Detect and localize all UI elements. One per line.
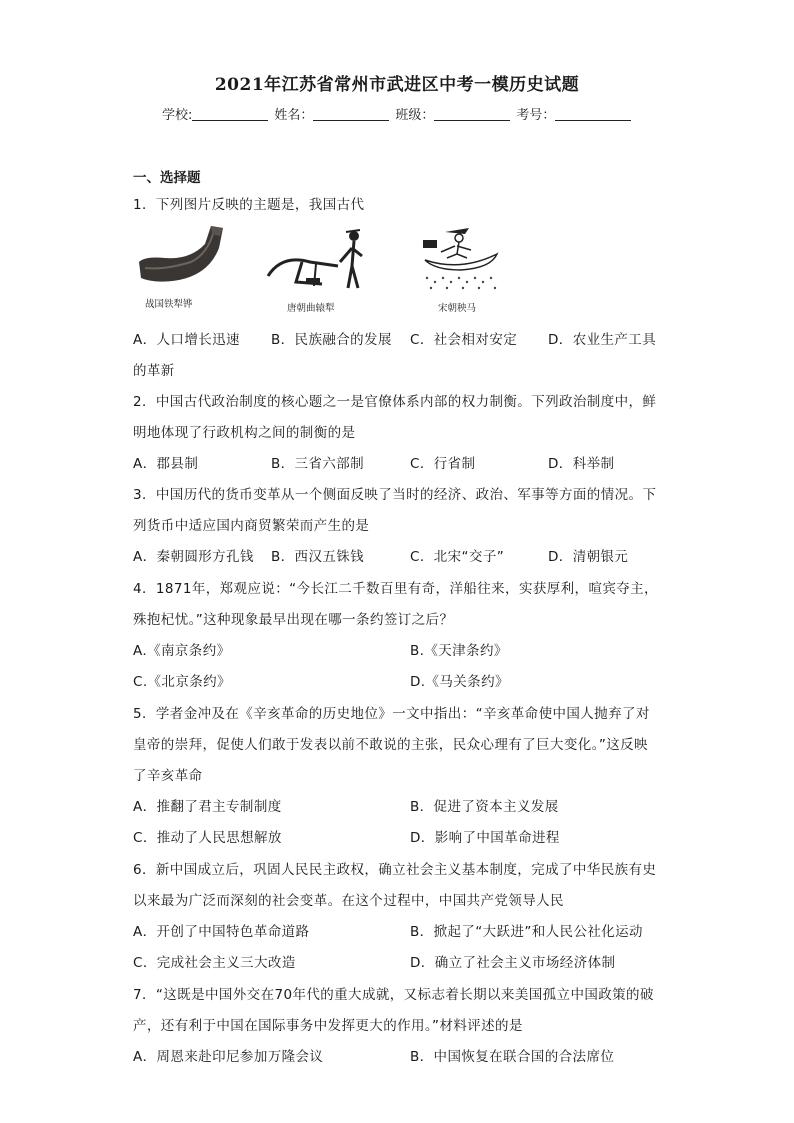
q2-stem-line1: 2．中国古代政治制度的核心题之一是官僚体系内部的权力制衡。下列政治制度中，鲜 [133,394,657,410]
q6-option-c[interactable]: C．完成社会主义三大改造 [133,955,296,971]
q4-option-c[interactable]: C.《北京条约》 [133,674,231,690]
number-label: 考号： [516,108,556,123]
q1-option-d-cont: 的革新 [133,363,175,379]
q4-option-a[interactable]: A.《南京条约》 [133,643,231,659]
q2-option-a[interactable]: A．郡县制 [133,456,199,472]
q3-stem-line1: 3．中国历代的货币变革从一个侧面反映了当时的经济、政治、军事等方面的情况。下 [133,487,657,503]
q3-option-a[interactable]: A．秦朝圆形方孔钱 [133,549,254,565]
q3-option-b[interactable]: B．西汉五铢钱 [271,549,365,565]
name-blank[interactable] [313,107,389,121]
q2-option-b[interactable]: B．三省六部制 [271,456,365,472]
seedling-horse-image [417,224,505,296]
q5-stem-line2: 皇帝的崇拜，促使人们敢于发表以前不敢说的主张，民众心理有了巨大变化。”这反映 [133,737,648,753]
name-label: 姓名： [274,108,314,123]
q1-option-c[interactable]: C．社会相对安定 [410,332,518,348]
q2-option-d[interactable]: D．科举制 [548,456,615,472]
q6-option-b[interactable]: B．掀起了“大跃进”和人民公社化运动 [410,924,643,940]
q7-stem-line1: 7．“这既是中国外交在70年代的重大成就，又标志着长期以来美国孤立中国政策的破 [133,987,654,1003]
q4-stem-line1: 4．1871年，郑观应说：“今长江二千数百里有奇，洋船往来，实获厚利，喧宾夺主， [133,581,658,597]
q4-stem-line2: 殊抱杞忧。”这种现象最早出现在哪一条约签订之后？ [133,612,454,628]
curved-plow-image [262,226,372,296]
q5-stem-line3: 了辛亥革命 [133,768,203,784]
q5-option-c[interactable]: C．推动了人民思想解放 [133,830,282,846]
class-label: 班级： [395,108,435,123]
q7-option-b[interactable]: B．中国恢复在联合国的合法席位 [410,1049,615,1065]
q1-option-d[interactable]: D．农业生产工具 [548,332,657,348]
q4-option-d[interactable]: D.《马关条约》 [410,674,509,690]
q1-stem: 1．下列图片反映的主题是，我国古代 [133,197,365,213]
q1-option-b[interactable]: B．民族融合的发展 [271,332,392,348]
school-label: 学校: [162,108,193,123]
school-blank[interactable] [192,107,268,121]
number-blank[interactable] [555,107,631,121]
q3-stem-line2: 列货币中适应国内商贸繁荣而产生的是 [133,518,370,534]
q2-option-c[interactable]: C．行省制 [410,456,476,472]
q5-option-a[interactable]: A．推翻了君主专制制度 [133,799,282,815]
section-heading: 一、选择题 [133,170,201,186]
iron-plowshare-image [135,222,230,294]
q6-stem-line2: 以来最为广泛而深刻的社会变革。在这个过程中，中国共产党领导人民 [133,893,564,909]
caption-curved-plow: 唐朝曲辕犁 [287,303,335,314]
q6-option-a[interactable]: A．开创了中国特色革命道路 [133,924,310,940]
caption-seedling-horse: 宋朝秧马 [438,303,477,314]
q2-stem-line2: 明地体现了行政机构之间的制衡的是 [133,425,356,441]
caption-plowshare: 战国铁犁铧 [145,299,193,310]
q4-option-b[interactable]: B.《天津条约》 [410,643,508,659]
q5-stem-line1: 5．学者金冲及在《辛亥革命的历史地位》一文中指出：“辛亥革命使中国人抛弃了对 [133,706,650,722]
page-title: 2021年江苏省常州市武进区中考一模历史试题 [214,75,580,95]
class-blank[interactable] [434,107,510,121]
q6-option-d[interactable]: D．确立了社会主义市场经济体制 [410,955,616,971]
q7-stem-line2: 产，还有利于中国在国际事务中发挥更大的作用。”材料评述的是 [133,1018,523,1034]
q6-stem-line1: 6．新中国成立后，巩固人民民主政权，确立社会主义基本制度，完成了中华民族有史 [133,862,657,878]
q7-option-a[interactable]: A．周恩来赴印尼参加万隆会议 [133,1049,324,1065]
q5-option-d[interactable]: D．影响了中国革命进程 [410,830,560,846]
q3-option-d[interactable]: D．清朝银元 [548,549,629,565]
q5-option-b[interactable]: B．促进了资本主义发展 [410,799,559,815]
student-info-row [162,104,637,123]
q3-option-c[interactable]: C．北宋“交子” [410,549,505,565]
q1-option-a[interactable]: A．人口增长迅速 [133,332,240,348]
